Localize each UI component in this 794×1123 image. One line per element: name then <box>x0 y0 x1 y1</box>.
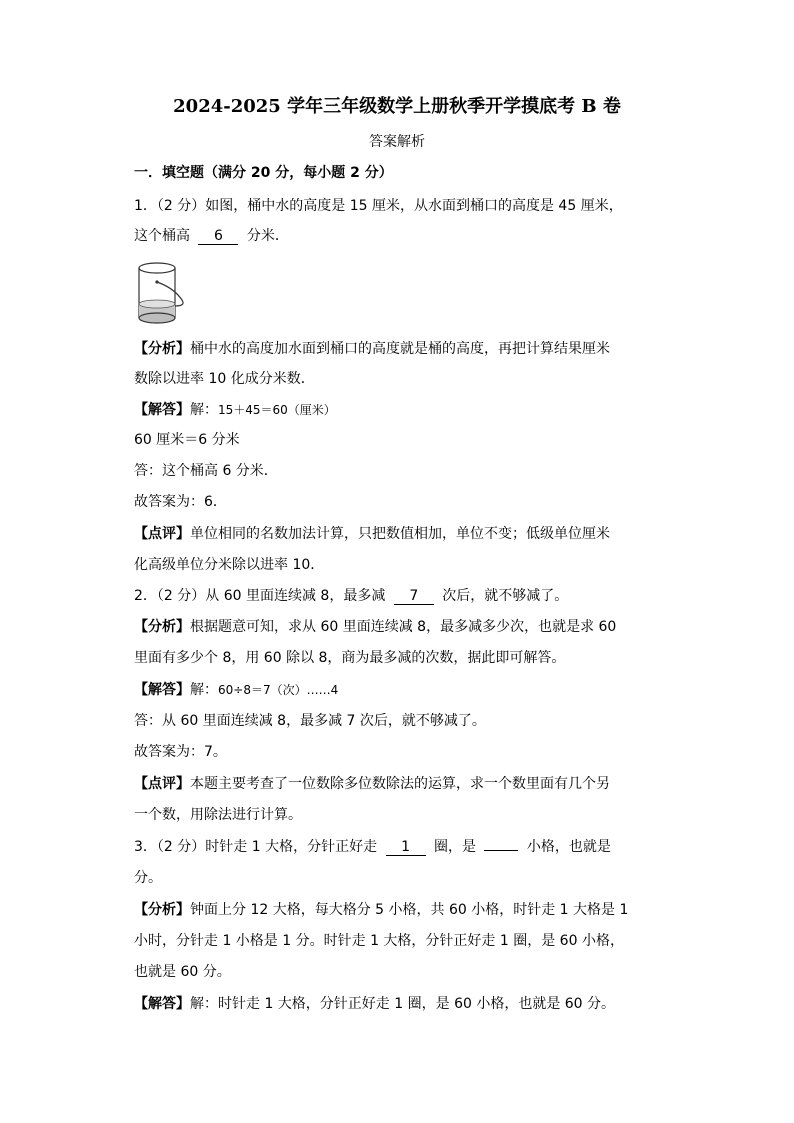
q1-answer-line1 <box>134 400 336 420</box>
q2-comment-line2: 一个数，用除法进行计算。 <box>134 807 302 823</box>
q1-stem-line1: 1．（2 分）如图，桶中水的高度是 15 厘米，从水面到桶口的高度是 45 厘米， <box>134 198 623 214</box>
q1-answer-line2: 60 厘米＝6 分米 <box>134 432 240 448</box>
q2-analysis-line1 <box>134 617 616 637</box>
bucket-figure <box>134 260 194 328</box>
q3-analysis-line2: 小时，分针走 1 小格是 1 分。时针走 1 大格，分针正好走 1 圈，是 60 小格， <box>134 933 624 949</box>
q1-analysis-line2: 数除以进率 10 化成分米数． <box>134 371 315 387</box>
comment-tag: 【点评】 <box>134 526 190 542</box>
q3-stem-line1 <box>134 837 611 857</box>
q1-analysis-line1 <box>134 339 610 359</box>
q2-analysis-text: 根据题意可知，求从 60 里面连续减 8，最多减多少次，也就是求 60 <box>190 619 617 635</box>
q2-answer-blank: 7 <box>394 588 434 605</box>
q3-answer-line1 <box>134 994 615 1014</box>
q1-comment-line1 <box>134 524 610 544</box>
q2-analysis-line2: 里面有多少个 8，用 60 除以 8，商为最多减的次数，据此即可解答。 <box>134 650 566 666</box>
q3-stem-line2: 分。 <box>134 870 162 886</box>
q1-answer-line4: 故答案为：6． <box>134 494 227 510</box>
analysis-tag: 【分析】 <box>134 902 190 918</box>
q1-comment-line2: 化高级单位分米除以进率 10． <box>134 557 325 573</box>
answer-tag: 【解答】 <box>134 996 190 1012</box>
q1-answer-prefix: 解： <box>190 402 218 418</box>
q1-comment-text: 单位相同的名数加法计算，只把数值相加，单位不变；低级单位厘米 <box>190 526 610 542</box>
q1-answer-blank: 6 <box>198 228 238 245</box>
q1-stem-unit: 分米． <box>246 228 289 244</box>
q3-stem-tail: 小格，也就是 <box>526 839 611 855</box>
q1-answer-line3: 答：这个桶高 6 分米． <box>134 463 278 479</box>
q2-answer-line3: 故答案为：7。 <box>134 744 227 760</box>
q1-stem-text: 这个桶高 <box>134 228 190 244</box>
q2-answer-formula: 60÷8＝7（次）……4 <box>218 683 339 697</box>
q3-stem-text: 3．（2 分）时针走 1 大格，分针正好走 <box>134 839 378 855</box>
q2-comment-text: 本题主要考查了一位数除多位数除法的运算，求一个数里面有几个另 <box>190 776 610 792</box>
analysis-tag: 【分析】 <box>134 341 190 357</box>
q3-answer-blank-2 <box>484 850 518 851</box>
section-heading: 一．填空题（满分 20 分，每小题 2 分） <box>134 165 393 181</box>
comment-tag: 【点评】 <box>134 776 190 792</box>
q2-stem-tail: 次后，就不够减了。 <box>442 588 569 604</box>
q2-comment-line1 <box>134 774 610 794</box>
q3-analysis-line1 <box>134 900 628 920</box>
q2-answer-line1 <box>134 680 338 700</box>
q2-stem-text: 2．（2 分）从 60 里面连续减 8，最多减 <box>134 588 386 604</box>
q2-answer-line2: 答：从 60 里面连续减 8，最多减 7 次后，就不够减了。 <box>134 713 486 729</box>
answer-tag: 【解答】 <box>134 682 190 698</box>
q1-answer-formula: 15＋45＝60（厘米） <box>218 403 336 417</box>
q3-answer-text: 解：时针走 1 大格，分针正好走 1 圈，是 60 小格，也就是 60 分。 <box>190 996 616 1012</box>
analysis-tag: 【分析】 <box>134 619 190 635</box>
page-subtitle: 答案解析 <box>369 134 425 150</box>
q1-analysis-text: 桶中水的高度加水面到桶口的高度就是桶的高度，再把计算结果厘米 <box>190 341 610 357</box>
answer-tag: 【解答】 <box>134 402 190 418</box>
q3-analysis-line3: 也就是 60 分。 <box>134 964 231 980</box>
q2-stem-line1 <box>134 586 568 606</box>
q3-answer-blank-1: 1 <box>386 839 426 856</box>
page-title: 2024-2025 学年三年级数学上册秋季开学摸底考 B 卷 <box>173 96 621 117</box>
q3-analysis-text: 钟面上分 12 大格，每大格分 5 小格，共 60 小格，时针走 1 大格是 1 <box>190 902 629 918</box>
q3-stem-mid: 圈，是 <box>433 839 476 855</box>
q2-answer-prefix: 解： <box>190 682 218 698</box>
q1-stem-line2 <box>134 226 289 246</box>
